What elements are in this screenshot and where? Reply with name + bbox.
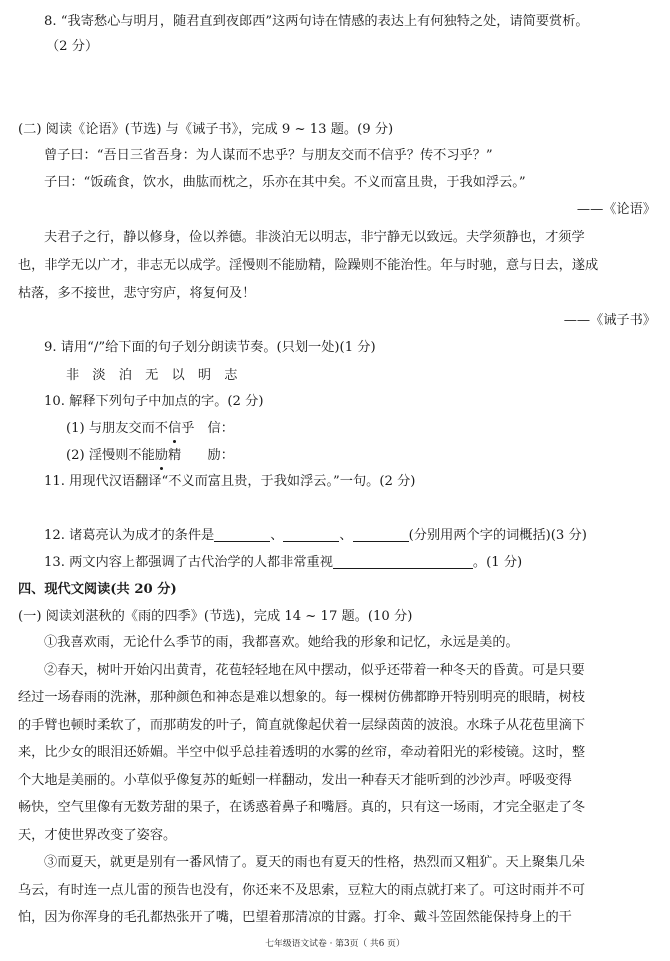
q13-prefix: 13. 两文内容上都强调了古代治学的人都非常重视 [44,555,333,570]
q12-blank-2[interactable] [283,527,339,542]
page-footer: 七年级语文试卷 · 第3页（ 共6 页） [265,939,405,949]
para3-line1: ③而夏天，就更是别有一番风情了。夏天的雨也有夏天的性格，热烈而又粗犷。天上聚集几朵 [44,855,585,870]
section2-heading: (二) 阅读《论语》(节选) 与《诫子书》，完成 9 ~ 13 题。(9 分) [18,122,394,137]
q10-item2 [66,446,234,466]
lunyu-line1: 曾子曰：“吾日三省吾身：为人谋而不忠乎？与朋友交而不信乎？传不习乎？” [44,148,493,163]
para1: ①我喜欢雨，无论什么季节的雨，我都喜欢。她给我的形象和记忆，永远是美的。 [44,635,519,650]
q12-blank-3[interactable] [353,527,409,542]
q10-item2-post: 精 励： [168,448,234,463]
q9-sentence: 非 淡 泊 无 以 明 志 [66,368,238,383]
jiezi-line3: 枯落，多不接世，悲守穷庐，将复何及！ [18,286,256,301]
section4-sub-heading: (一) 阅读刘湛秋的《雨的四季》(节选)，完成 14 ~ 17 题。(10 分) [18,609,413,624]
q11-prompt: 11. 用现代汉语翻译“不义而富且贵，于我如浮云。”一句。(2 分) [44,474,416,489]
para2-line6: 畅快，空气里像有无数芳甜的果子，在诱惑着鼻子和嘴唇。真的，只有这一场雨，才完全驱走了冬 [18,800,586,815]
para3-line2: 乌云，有时连一点儿雷的预告也没有，你还来不及思索，豆粒大的雨点就打来了。可这时雨并不可 [18,883,586,898]
q10-item1 [66,419,234,439]
para2-line2: 经过一场春雨的洗淋，那种颜色和神态是难以想象的。每一棵树仿佛都睁开特别明亮的眼睛，树枝 [18,690,586,705]
para2-line3: 的手臂也顿时柔软了，而那萌发的叶子，简直就像起伏着一层绿茵茵的波浪。水珠子从花苞里滴下 [18,718,586,733]
q12-blank-1[interactable] [214,527,270,542]
q9-prompt: 9. 请用“/”给下面的句子划分朗读节奏。(只划一处)(1 分) [44,340,376,355]
para3-line3: 怕，因为你浑身的毛孔都热张开了嘴，巴望着那清凉的甘露。打伞、戴斗笠固然能保持身上的干 [18,910,572,925]
q10-item1-pre: (1) 与朋友交而不 [66,421,168,436]
lunyu-source: ——《论语》 [576,202,656,217]
q10-item2-pre: (2) 淫慢则不能 [66,448,155,463]
para2-line1: ②春天，树叶开始闪出黄青，花苞轻轻地在风中摆动，似乎还带着一种冬天的昏黄。可是只要 [44,663,585,678]
q13-blank[interactable] [333,554,473,569]
q13-suffix: 。(1 分) [472,555,523,570]
para2-line7: 天，才使世界改变了姿容。 [18,828,177,843]
q12-suffix: (分别用两个字的词概括)(3 分) [408,528,587,543]
lunyu-line2: 子曰：“饭疏食，饮水，曲肱而枕之，乐亦在其中矣。不义而富且贵，于我如浮云。” [44,175,526,190]
q12-sep2: 、 [339,528,353,543]
para2-line5: 个大地是美丽的。小草似乎像复苏的蚯蚓一样翻动，发出一种春天才能听到的沙沙声。呼吸变得 [18,773,572,788]
section4-heading: 四、现代文阅读(共 20 分) [18,582,177,597]
q10-item2-dotted-char: 励 [155,446,168,466]
q13-line [44,553,522,573]
q10-item1-dotted-char: 信 [168,419,181,439]
q8-line1: 8. “我寄愁心与明月，随君直到夜郎西”这两句诗在情感的表达上有何独特之处，请简要赏析。 [44,14,589,29]
para2-line4: 来，比少女的眼泪还娇媚。半空中似乎总挂着透明的水雾的丝帘，牵动着阳光的彩棱镜。这时，整 [18,745,586,760]
q12-line [44,526,587,546]
jiezi-line1: 夫君子之行，静以修身，俭以养德。非淡泊无以明志，非宁静无以致远。夫学须静也，才须学 [44,230,585,245]
q12-sep1: 、 [270,528,284,543]
q10-prompt: 10. 解释下列句子中加点的字。(2 分) [44,394,264,409]
q10-item1-post: 乎 信： [181,421,234,436]
q8-line2: （2 分） [46,39,99,54]
jiezi-source: ——《诫子书》 [563,313,656,328]
q12-prefix: 12. 诸葛亮认为成才的条件是 [44,528,215,543]
jiezi-line2: 也，非学无以广才，非志无以成学。淫慢则不能励精，险躁则不能治性。年与时驰，意与日去，遂成 [18,258,599,273]
